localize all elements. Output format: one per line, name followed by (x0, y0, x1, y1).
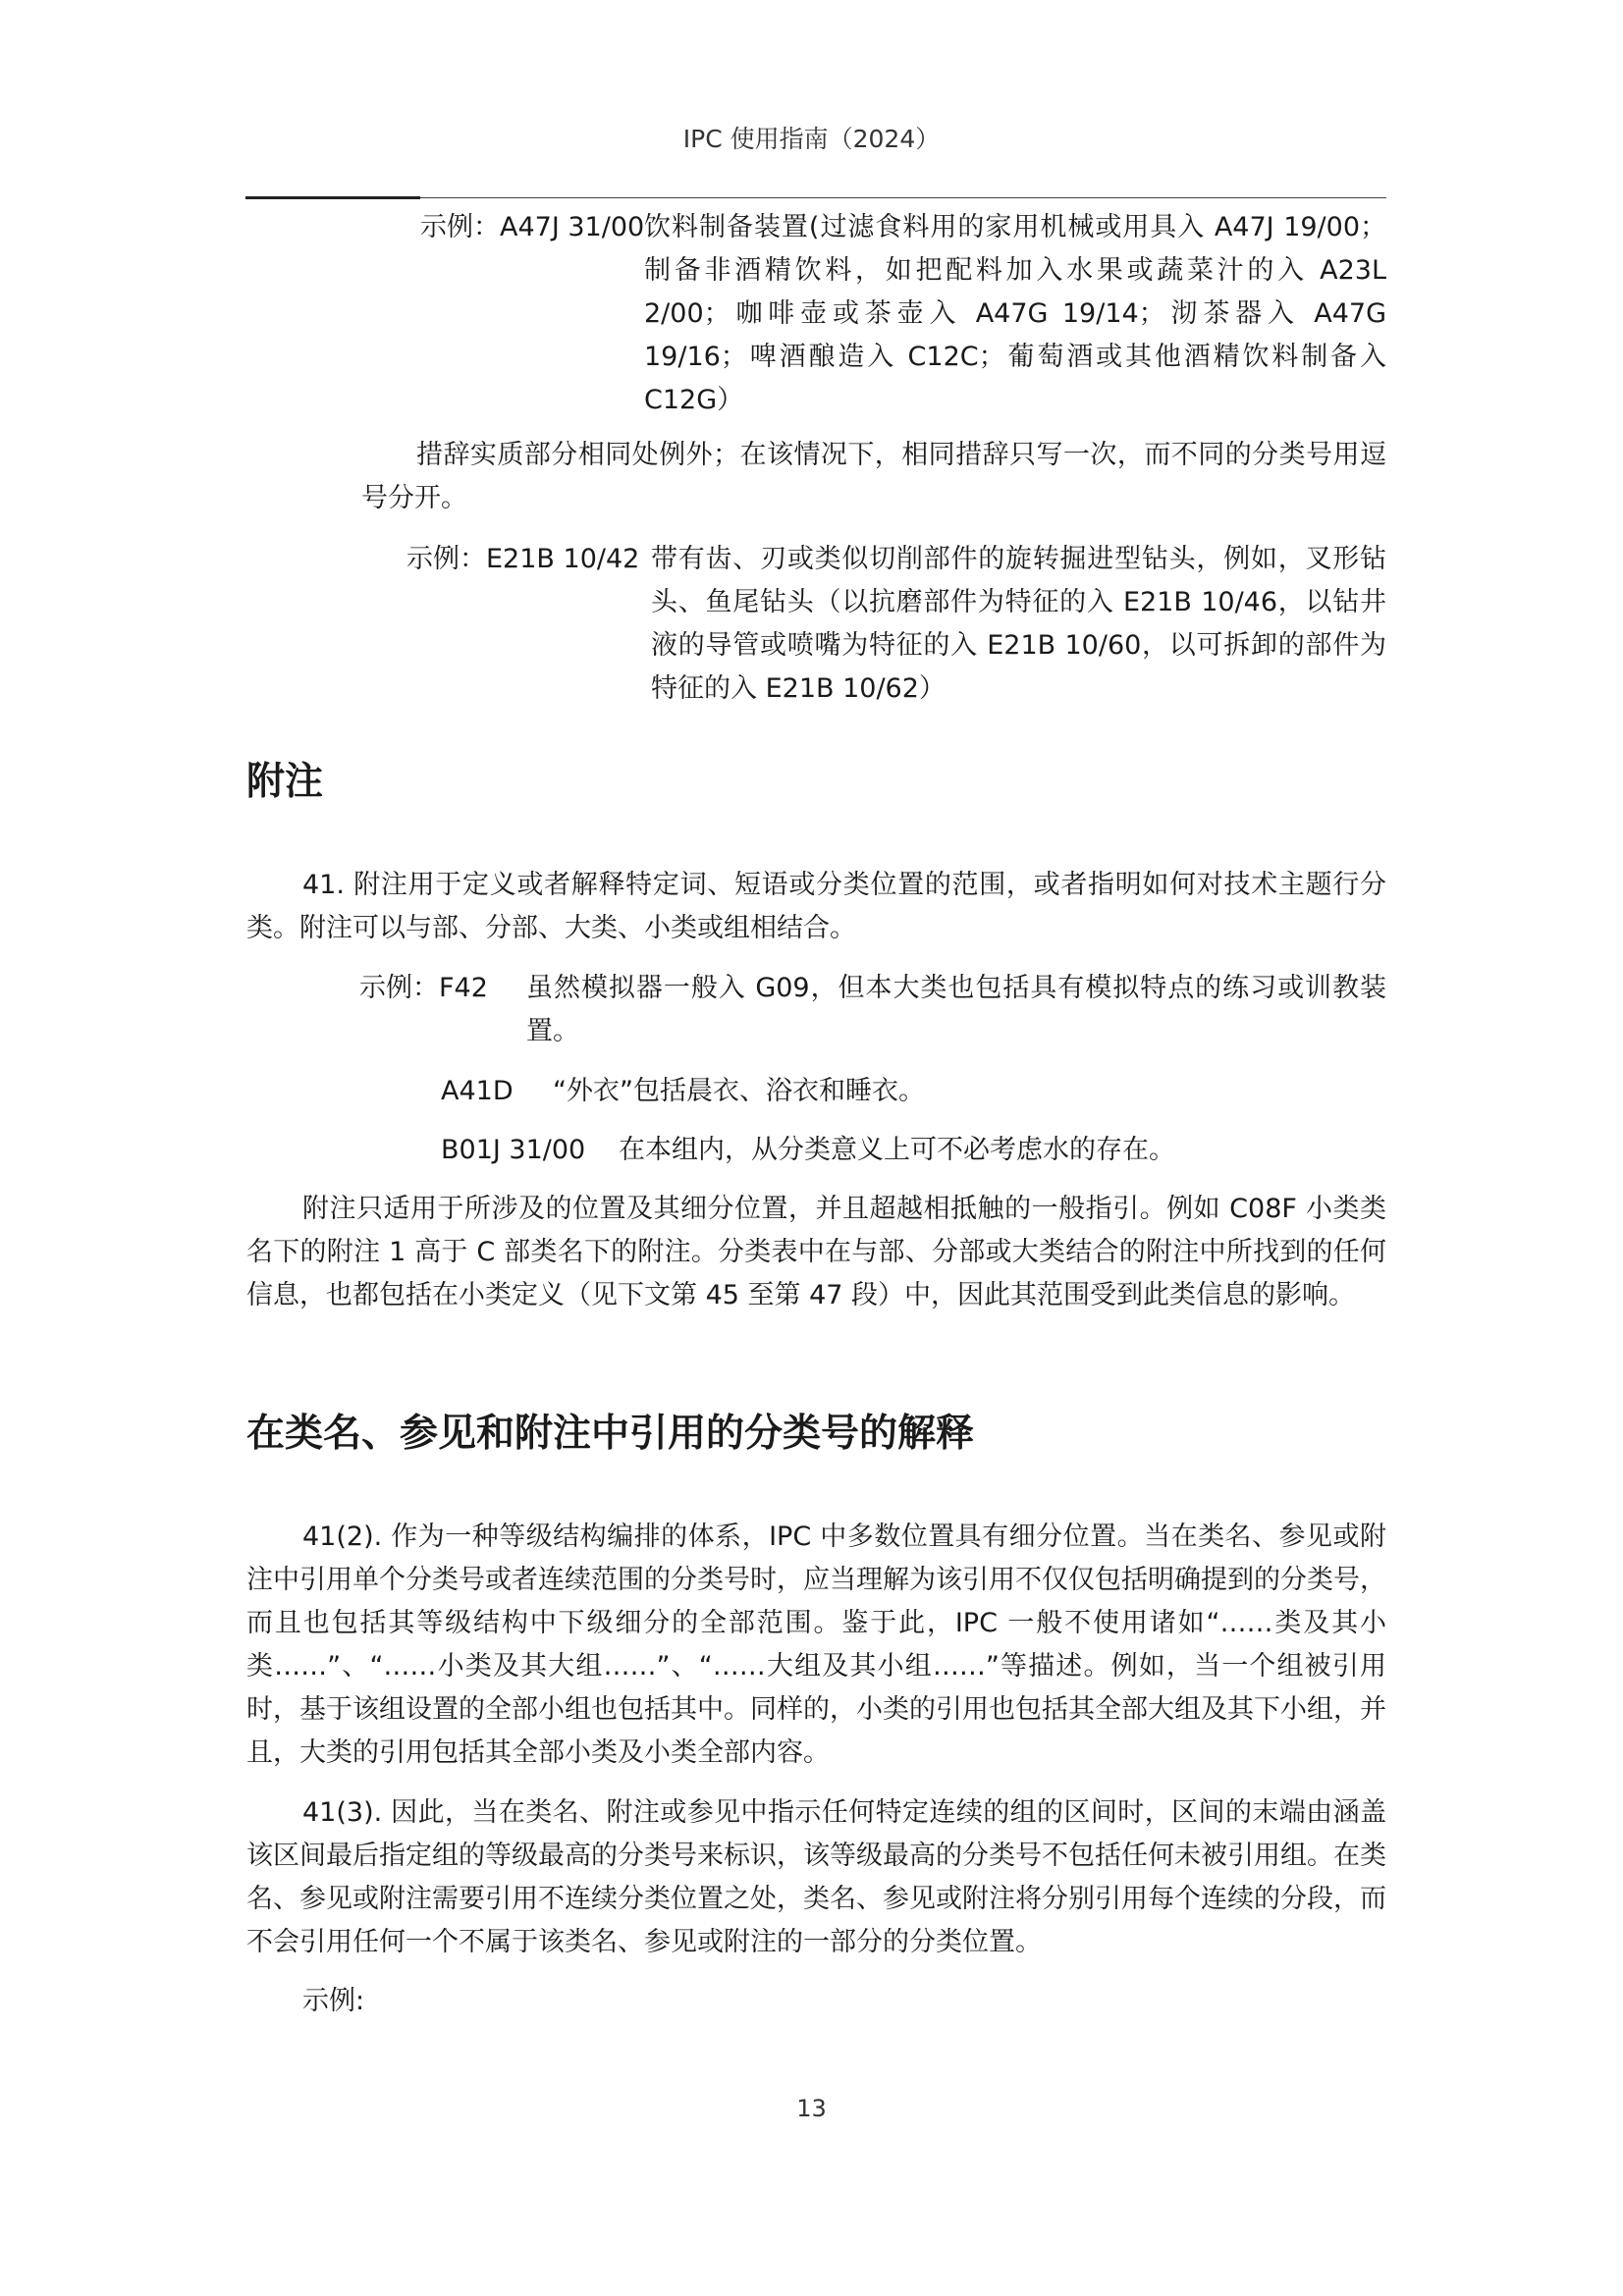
example-text-e21b: 带有齿、刃或类似切削部件的旋转掘进型钻头，例如，叉形钻头、鱼尾钻头（以抗磨部件为特征的入 E21B 10/46，以钻井液的导管或喷嘴为特征的入 E21B 10/60，以可拆卸的部件为特征的入 E21B 10/62） (651, 544, 1386, 704)
example-label-a47j: 示例：A47J 31/00 (420, 212, 645, 242)
example-label-e21b: 示例：E21B 10/42 (406, 544, 640, 574)
header-rule-accent (245, 196, 420, 199)
notes-example-text-a41d: “外衣”包括晨衣、浴衣和睡衣。 (553, 1076, 925, 1106)
example-text-a47j: 饮料制备装置(过滤食料用的家用机械或用具入 A47J 19/00；制备非酒精饮料，如把配料加入水果或蔬菜汁的入 A23L 2/00；咖啡壶或茶壶入 A47G 19/14；沏茶器入 A47G 19/16；啤酒酿造入 C12C；葡萄酒或其他酒精饮料制备入 C12G） (644, 212, 1386, 415)
section-heading-interpretation: 在类名、参见和附注中引用的分类号的解释 (246, 1412, 975, 1456)
section-heading-notes: 附注 (246, 760, 324, 804)
wording-paragraph: 措辞实质部分相同处例外；在该情况下，相同措辞只写一次，而不同的分类号用逗号分开。 (361, 440, 1386, 513)
notes-example-text-b01j: 在本组内，从分类意义上可不必考虑水的存在。 (619, 1135, 1175, 1165)
page-number: 13 (796, 2095, 827, 2122)
header-rule (420, 197, 1386, 198)
interpretation-example-label: 示例: (302, 1986, 365, 2016)
notes-example-text-f42: 虽然模拟器一般入 G09，但本大类也包括具有模拟特点的练习或训教装置。 (526, 973, 1386, 1046)
paragraph-41-2: 41(2). 作为一种等级结构编排的体系，IPC 中多数位置具有细分位置。当在类名、参见或附注中引用单个分类号或者连续范围的分类号时，应当理解为该引用不仅仅包括明确提到的分类号，而且也包括其等级结构中下级细分的全部范围。鉴于此，IPC 一般不使用诸如“……类及其小类……”、“……小类及其大组……”、“……大组及其小组……”等描述。例如，当一个组被引用时，基于该组设置的全部小组也包括其中。同样的，小类的引用也包括其全部大组及其下小组，并且，大类的引用包括其全部小类及小类全部内容。 (246, 1522, 1386, 1768)
paragraph-41: 41. 附注用于定义或者解释特定词、短语或分类位置的范围，或者指明如何对技术主题行分类。附注可以与部、分部、大类、小类或组相结合。 (246, 870, 1386, 943)
paragraph-41-3: 41(3). 因此，当在类名、附注或参见中指示任何特定连续的组的区间时，区间的末端由涵盖该区间最后指定组的等级最高的分类号来标识，该等级最高的分类号不包括任何未被引用组。在类名、参见或附注需要引用不连续分类位置之处，类名、参见或附注将分别引用每个连续的分段，而不会引用任何一个不属于该类名、参见或附注的一部分的分类位置。 (246, 1797, 1386, 1957)
running-header: IPC 使用指南（2024） (682, 125, 941, 153)
notes-example-label-b01j: B01J 31/00 (441, 1135, 586, 1165)
notes-scope-paragraph: 附注只适用于所涉及的位置及其细分位置，并且超越相抵触的一般指引。例如 C08F 小类类名下的附注 1 高于 C 部类名下的附注。分类表中在与部、分部或大类结合的附注中所找到的任何信息，也都包括在小类定义（见下文第 45 至第 47 段）中，因此其范围受到此类信息的影响。 (246, 1194, 1386, 1310)
notes-example-label-a41d: A41D (441, 1076, 514, 1106)
notes-example-label-f42: 示例：F42 (359, 973, 488, 1003)
